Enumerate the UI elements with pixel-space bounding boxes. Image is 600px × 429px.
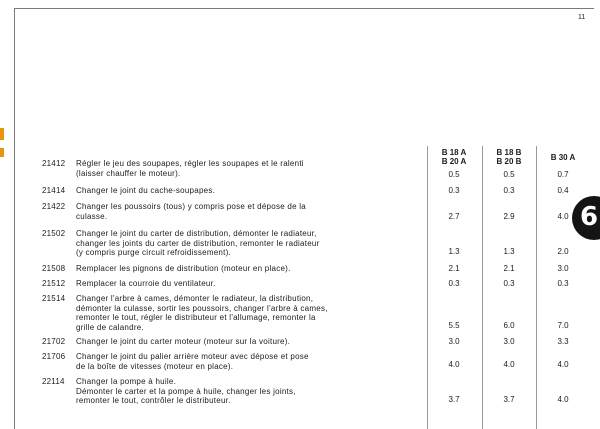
column-header-line: B 20 B xyxy=(496,157,522,166)
time-value-col1: 1.3 xyxy=(448,247,460,256)
operation-code: 21508 xyxy=(42,264,66,273)
time-value-col3: 4.0 xyxy=(557,360,569,369)
time-value-col2: 3.0 xyxy=(503,337,515,346)
time-value-col2: 6.0 xyxy=(503,321,515,330)
operation-description: Changer le joint du palier arrière moteur avec dépose et pose de la boîte de vitesses (moteur en place). xyxy=(76,352,309,371)
operation-description: Changer le joint du carter de distribution, démonter le radiateur, changer les joints du carter de distribution, remonter le radiateur (y compris purge circuit refroidissement). xyxy=(76,229,320,257)
column-header-line: B 20 A xyxy=(441,157,467,166)
column-header-line: B 18 B xyxy=(496,148,522,157)
column-divider xyxy=(427,146,428,429)
time-value-col2: 0.3 xyxy=(503,279,515,288)
time-value-col3: 7.0 xyxy=(557,321,569,330)
edge-color-mark xyxy=(0,128,4,140)
time-value-col2: 0.5 xyxy=(503,170,515,179)
time-value-col3: 4.0 xyxy=(557,395,569,404)
operation-code: 21502 xyxy=(42,229,66,238)
time-value-col3: 3.3 xyxy=(557,337,569,346)
operation-description: Changer les poussoirs (tous) y compris pose et dépose de la culasse. xyxy=(76,202,306,221)
time-value-col1: 4.0 xyxy=(448,360,460,369)
time-value-col2: 1.3 xyxy=(503,247,515,256)
time-value-col1: 5.5 xyxy=(448,321,460,330)
column-header-2 xyxy=(489,148,529,166)
operation-code: 21706 xyxy=(42,352,66,361)
time-value-col1: 0.5 xyxy=(448,170,460,179)
time-value-col1: 3.7 xyxy=(448,395,460,404)
time-value-col1: 3.0 xyxy=(448,337,460,346)
time-value-col3: 4.0 xyxy=(557,212,569,221)
time-value-col1: 0.3 xyxy=(448,279,460,288)
column-header-1 xyxy=(434,148,474,166)
operation-code: 21422 xyxy=(42,202,66,211)
column-divider xyxy=(482,146,483,429)
time-value-col1: 2.1 xyxy=(448,264,460,273)
operation-description: Changer l'arbre à cames, démonter le radiateur, la distribution, démonter la culasse, sortir les poussoirs, changer l'arbre à cames, remonter le tout, régler le distributeur et l'allumage, remonter la grille de calandre. xyxy=(76,294,328,332)
section-tab-marker xyxy=(572,196,600,240)
column-header-3 xyxy=(543,153,583,162)
operation-description: Changer le joint du carter moteur (moteur sur la voiture). xyxy=(76,337,291,346)
operation-description: Changer la pompe à huile. Démonter le carter et la pompe à huile, changer les joints, remonter le tout, contrôler le distributeur. xyxy=(76,377,296,405)
operation-description: Changer le joint du cache-soupapes. xyxy=(76,186,216,195)
time-value-col3: 2.0 xyxy=(557,247,569,256)
operation-description: Régler le jeu des soupapes, régler les soupapes et le ralenti (laisser chauffer le moteur). xyxy=(76,159,304,178)
operation-code: 21514 xyxy=(42,294,66,303)
time-value-col2: 0.3 xyxy=(503,186,515,195)
page-number: 11 xyxy=(578,14,586,21)
operation-description: Remplacer la courroie du ventilateur. xyxy=(76,279,216,288)
operation-code: 21412 xyxy=(42,159,66,168)
time-value-col3: 3.0 xyxy=(557,264,569,273)
operation-description: Remplacer les pignons de distribution (moteur en place). xyxy=(76,264,291,273)
time-value-col3: 0.3 xyxy=(557,279,569,288)
time-value-col2: 2.1 xyxy=(503,264,515,273)
column-header-line: B 30 A xyxy=(550,153,576,162)
column-header-line: B 18 A xyxy=(441,148,467,157)
edge-color-mark xyxy=(0,148,4,157)
time-value-col2: 4.0 xyxy=(503,360,515,369)
operation-code: 21512 xyxy=(42,279,66,288)
time-value-col2: 3.7 xyxy=(503,395,515,404)
time-value-col2: 2.9 xyxy=(503,212,515,221)
operation-code: 21702 xyxy=(42,337,66,346)
section-tab-number: 6 xyxy=(580,202,599,232)
left-rule xyxy=(14,8,15,429)
column-divider xyxy=(536,146,537,429)
time-value-col3: 0.7 xyxy=(557,170,569,179)
time-value-col1: 0.3 xyxy=(448,186,460,195)
operation-code: 21414 xyxy=(42,186,66,195)
time-value-col3: 0.4 xyxy=(557,186,569,195)
operation-code: 22114 xyxy=(42,377,65,386)
time-value-col1: 2.7 xyxy=(448,212,460,221)
top-rule xyxy=(14,8,594,9)
